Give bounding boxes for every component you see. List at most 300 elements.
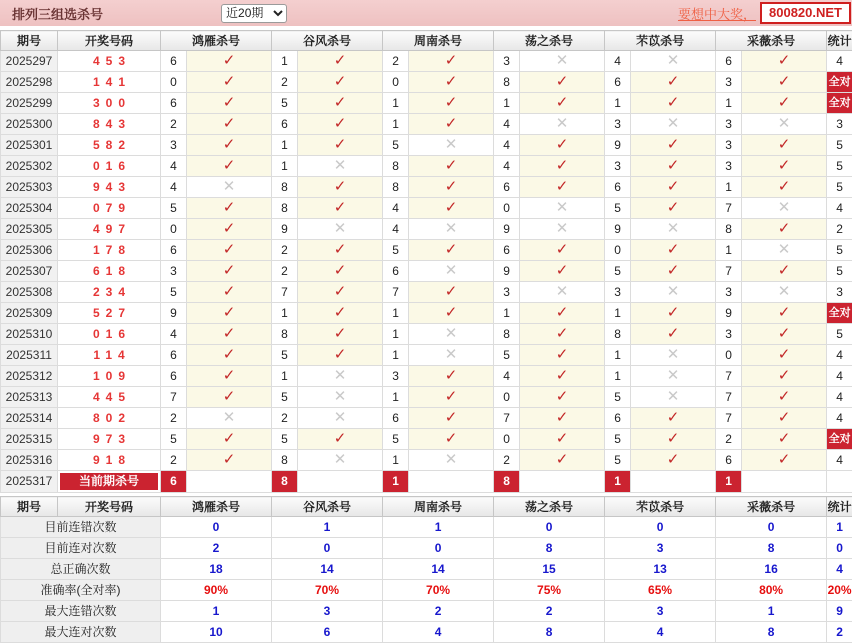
mark-cell [187, 198, 272, 219]
mark-cell [409, 324, 494, 345]
cross-icon: ✕ [667, 114, 680, 133]
check-icon: ✓ [556, 93, 569, 112]
check-icon: ✓ [223, 51, 236, 70]
check-icon: ✓ [223, 429, 236, 448]
mark-cell [409, 135, 494, 156]
kill-number-cell: 1 [605, 93, 631, 114]
kill-number-cell: 5 [383, 429, 409, 450]
check-icon: ✓ [667, 72, 680, 91]
check-icon: ✓ [223, 261, 236, 280]
kill-number-cell: 8 [272, 450, 298, 471]
mark-cell [520, 429, 605, 450]
summary-value: 80% [716, 580, 827, 601]
summary-row [1, 601, 852, 622]
col-header-stat: 统计 [827, 497, 852, 517]
kill-number-cell: 4 [494, 156, 520, 177]
cross-icon: ✕ [667, 282, 680, 301]
kill-number-cell: 9 [161, 303, 187, 324]
stat-cell: 4 [827, 450, 852, 471]
mark-cell [298, 51, 383, 72]
summary-value: 1 [383, 517, 494, 538]
mark-cell [409, 366, 494, 387]
kill-number-cell: 3 [716, 114, 742, 135]
check-icon: ✓ [445, 177, 458, 196]
mark-cell [298, 261, 383, 282]
summary-value: 0 [494, 517, 605, 538]
cross-icon: ✕ [556, 219, 569, 238]
summary-value: 3 [272, 601, 383, 622]
kill-number-cell: 6 [605, 72, 631, 93]
check-icon: ✓ [223, 198, 236, 217]
kill-number-cell: 1 [383, 345, 409, 366]
cross-icon: ✕ [556, 114, 569, 133]
check-icon: ✓ [223, 93, 236, 112]
kill-number-cell: 1 [383, 450, 409, 471]
kill-number-cell: 3 [716, 135, 742, 156]
summary-value: 8 [716, 622, 827, 643]
cross-icon: ✕ [556, 198, 569, 217]
check-icon: ✓ [556, 450, 569, 469]
stat-cell: 4 [827, 198, 852, 219]
mark-cell [187, 408, 272, 429]
kill-number-cell: 0 [494, 387, 520, 408]
check-icon: ✓ [334, 51, 347, 70]
kill-number-cell: 1 [383, 387, 409, 408]
check-icon: ✓ [556, 303, 569, 322]
period-cell: 2025297 [1, 51, 58, 72]
check-icon: ✓ [667, 429, 680, 448]
check-icon: ✓ [667, 261, 680, 280]
mark-cell [742, 303, 827, 324]
mark-cell [631, 93, 716, 114]
kill-number-cell: 0 [716, 345, 742, 366]
check-icon: ✓ [334, 93, 347, 112]
check-icon: ✓ [778, 303, 791, 322]
check-icon: ✓ [445, 387, 458, 406]
summary-label: 最大连对次数 [1, 622, 161, 643]
kill-number-cell: 6 [605, 177, 631, 198]
kill-number-cell: 7 [716, 261, 742, 282]
check-icon: ✓ [223, 135, 236, 154]
mark-cell [298, 93, 383, 114]
period-cell: 2025309 [1, 303, 58, 324]
cross-icon: ✕ [667, 366, 680, 385]
mark-cell [631, 282, 716, 303]
col-header-expert-4: 芣苡杀号 [605, 31, 716, 51]
mark-cell [520, 219, 605, 240]
kill-number-cell: 5 [605, 387, 631, 408]
summary-value: 3 [605, 538, 716, 559]
current-kill-number-cell: 6 [161, 471, 187, 493]
summary-value: 18 [161, 559, 272, 580]
check-icon: ✓ [334, 198, 347, 217]
kill-number-cell: 5 [272, 429, 298, 450]
kill-number-cell: 8 [716, 219, 742, 240]
summary-stat-value: 0 [827, 538, 852, 559]
mark-cell [520, 387, 605, 408]
table-row [1, 198, 852, 219]
period-cell: 2025314 [1, 408, 58, 429]
summary-row [1, 538, 852, 559]
all-correct-badge: 全对 [827, 429, 852, 450]
check-icon: ✓ [556, 240, 569, 259]
mark-cell [742, 471, 827, 493]
kill-number-cell: 7 [161, 387, 187, 408]
period-cell: 2025315 [1, 429, 58, 450]
mark-cell [187, 324, 272, 345]
summary-stat-value: 20% [827, 580, 852, 601]
mark-cell [742, 387, 827, 408]
all-correct-badge: 全对 [827, 303, 852, 324]
check-icon: ✓ [445, 93, 458, 112]
kill-number-cell: 8 [272, 198, 298, 219]
current-kill-number-cell: 8 [494, 471, 520, 493]
current-label-cell [58, 471, 161, 493]
period-cell: 2025304 [1, 198, 58, 219]
mark-cell [742, 51, 827, 72]
mark-cell [742, 114, 827, 135]
summary-label: 目前连错次数 [1, 517, 161, 538]
check-icon: ✓ [223, 219, 236, 238]
mark-cell [409, 261, 494, 282]
mark-cell [409, 72, 494, 93]
kill-number-cell: 6 [716, 450, 742, 471]
mark-cell [520, 324, 605, 345]
mark-cell [742, 324, 827, 345]
period-cell: 2025303 [1, 177, 58, 198]
check-icon: ✓ [223, 240, 236, 259]
kill-number-cell: 8 [383, 177, 409, 198]
check-icon: ✓ [667, 135, 680, 154]
check-icon: ✓ [223, 303, 236, 322]
table-row [1, 93, 852, 114]
draw-numbers-cell: 109 [58, 366, 161, 387]
kill-number-cell: 5 [605, 198, 631, 219]
check-icon: ✓ [556, 345, 569, 364]
kill-number-cell: 4 [494, 366, 520, 387]
kill-number-cell: 1 [605, 303, 631, 324]
col-header-expert-3: 荡之杀号 [494, 31, 605, 51]
mark-cell [187, 135, 272, 156]
current-kill-number-cell: 8 [272, 471, 298, 493]
mark-cell [298, 366, 383, 387]
period-range-select[interactable] [221, 4, 287, 23]
mark-cell [631, 429, 716, 450]
kill-number-cell: 1 [605, 345, 631, 366]
mark-cell [631, 177, 716, 198]
current-kill-badge: 当前期杀号 [60, 473, 158, 490]
check-icon: ✓ [556, 177, 569, 196]
table-row [1, 240, 852, 261]
check-icon: ✓ [778, 156, 791, 175]
col-header-expert-1: 谷风杀号 [272, 31, 383, 51]
kill-number-cell: 2 [716, 429, 742, 450]
kill-number-cell: 3 [605, 282, 631, 303]
summary-label: 最大连错次数 [1, 601, 161, 622]
mark-cell [520, 72, 605, 93]
cross-icon: ✕ [667, 387, 680, 406]
mark-cell [187, 366, 272, 387]
mark-cell [631, 198, 716, 219]
check-icon: ✓ [778, 177, 791, 196]
kill-number-cell: 6 [161, 51, 187, 72]
mark-cell [631, 366, 716, 387]
cross-icon: ✕ [445, 324, 458, 343]
kill-number-cell: 3 [605, 114, 631, 135]
period-cell: 2025311 [1, 345, 58, 366]
check-icon: ✓ [778, 345, 791, 364]
cross-icon: ✕ [445, 261, 458, 280]
mark-cell [631, 240, 716, 261]
summary-value: 13 [605, 559, 716, 580]
col-header-expert-4: 芣苡杀号 [605, 497, 716, 517]
mark-cell [298, 135, 383, 156]
mark-cell [631, 156, 716, 177]
check-icon: ✓ [445, 282, 458, 301]
check-icon: ✓ [334, 303, 347, 322]
mark-cell [520, 450, 605, 471]
mark-cell [409, 387, 494, 408]
kill-number-cell: 0 [383, 72, 409, 93]
cross-icon: ✕ [334, 156, 347, 175]
kill-number-table [0, 30, 852, 493]
kill-number-cell: 5 [272, 345, 298, 366]
stat-cell: 4 [827, 408, 852, 429]
cross-icon: ✕ [667, 219, 680, 238]
current-kill-number-cell: 1 [605, 471, 631, 493]
summary-value: 2 [161, 538, 272, 559]
mark-cell [298, 324, 383, 345]
kill-number-cell: 1 [383, 93, 409, 114]
stat-cell: 5 [827, 135, 852, 156]
cross-icon: ✕ [445, 135, 458, 154]
kill-number-cell: 2 [272, 72, 298, 93]
mark-cell [409, 219, 494, 240]
cross-icon: ✕ [223, 177, 236, 196]
mark-cell [409, 156, 494, 177]
draw-numbers-cell: 973 [58, 429, 161, 450]
kill-number-cell: 8 [383, 156, 409, 177]
summary-value: 65% [605, 580, 716, 601]
statistics-table [0, 496, 852, 643]
kill-number-cell: 9 [716, 303, 742, 324]
mark-cell [520, 471, 605, 493]
check-icon: ✓ [556, 429, 569, 448]
kill-number-cell: 1 [494, 303, 520, 324]
draw-numbers-cell: 497 [58, 219, 161, 240]
mark-cell [409, 471, 494, 493]
mark-cell [742, 450, 827, 471]
kill-number-cell: 5 [161, 282, 187, 303]
col-header-expert-2: 周南杀号 [383, 497, 494, 517]
mark-cell [187, 282, 272, 303]
kill-number-cell: 5 [383, 135, 409, 156]
kill-number-cell: 2 [161, 408, 187, 429]
table-row [1, 282, 852, 303]
mark-cell [631, 387, 716, 408]
check-icon: ✓ [667, 324, 680, 343]
mark-cell [520, 345, 605, 366]
stat-cell [827, 471, 852, 493]
mark-cell [298, 114, 383, 135]
mark-cell [298, 408, 383, 429]
check-icon: ✓ [667, 408, 680, 427]
stat-cell: 4 [827, 366, 852, 387]
mark-cell [631, 72, 716, 93]
stat-cell: 3 [827, 114, 852, 135]
mark-cell [298, 429, 383, 450]
mark-cell [409, 93, 494, 114]
mark-cell [187, 156, 272, 177]
mark-cell [409, 282, 494, 303]
stat-cell: 3 [827, 282, 852, 303]
mark-cell [187, 261, 272, 282]
kill-number-cell: 8 [605, 324, 631, 345]
mark-cell [409, 345, 494, 366]
draw-numbers-cell: 618 [58, 261, 161, 282]
table-row [1, 366, 852, 387]
kill-number-cell: 0 [161, 72, 187, 93]
mark-cell [742, 282, 827, 303]
period-cell: 2025306 [1, 240, 58, 261]
col-header-expert-5: 采薇杀号 [716, 497, 827, 517]
kill-number-cell: 7 [272, 282, 298, 303]
cross-icon: ✕ [334, 366, 347, 385]
summary-value: 0 [272, 538, 383, 559]
mark-cell [187, 471, 272, 493]
kill-number-cell: 3 [716, 282, 742, 303]
table-row [1, 408, 852, 429]
mark-cell [298, 72, 383, 93]
mark-cell [631, 219, 716, 240]
kill-number-cell: 6 [716, 51, 742, 72]
kill-number-cell: 9 [272, 219, 298, 240]
table-row [1, 51, 852, 72]
mark-cell [187, 51, 272, 72]
period-cell: 2025313 [1, 387, 58, 408]
mark-cell [187, 387, 272, 408]
mark-cell [742, 345, 827, 366]
check-icon: ✓ [334, 114, 347, 133]
mark-cell [520, 135, 605, 156]
table-row [1, 429, 852, 450]
kill-number-cell: 5 [161, 429, 187, 450]
kill-number-cell: 2 [161, 450, 187, 471]
period-cell: 2025301 [1, 135, 58, 156]
kill-number-cell: 5 [605, 429, 631, 450]
mark-cell [520, 198, 605, 219]
col-header-expert-5: 采薇杀号 [716, 31, 827, 51]
kill-number-cell: 0 [161, 219, 187, 240]
check-icon: ✓ [778, 450, 791, 469]
kill-number-cell: 1 [272, 366, 298, 387]
kill-number-cell: 0 [494, 198, 520, 219]
summary-value: 3 [605, 601, 716, 622]
summary-row [1, 517, 852, 538]
check-icon: ✓ [445, 240, 458, 259]
kill-number-cell: 5 [272, 93, 298, 114]
check-icon: ✓ [556, 408, 569, 427]
summary-value: 16 [716, 559, 827, 580]
cross-icon: ✕ [445, 450, 458, 469]
kill-number-cell: 2 [272, 240, 298, 261]
mark-cell [742, 408, 827, 429]
page-title: 排列三组选杀号 [0, 4, 103, 23]
draw-numbers-cell: 943 [58, 177, 161, 198]
mark-cell [742, 240, 827, 261]
table-row [1, 177, 852, 198]
header-row [1, 31, 852, 51]
draw-numbers-cell: 114 [58, 345, 161, 366]
col-header-expert-0: 鸿雁杀号 [161, 497, 272, 517]
all-correct-badge: 全对 [827, 72, 852, 93]
mark-cell [298, 345, 383, 366]
draw-numbers-cell: 141 [58, 72, 161, 93]
col-header-expert-0: 鸿雁杀号 [161, 31, 272, 51]
kill-number-cell: 9 [494, 219, 520, 240]
table-row [1, 450, 852, 471]
mark-cell [631, 51, 716, 72]
check-icon: ✓ [667, 93, 680, 112]
summary-value: 2 [383, 601, 494, 622]
summary-value: 75% [494, 580, 605, 601]
mark-cell [187, 303, 272, 324]
draw-numbers-cell: 016 [58, 324, 161, 345]
kill-number-cell: 4 [161, 177, 187, 198]
summary-stat-value: 4 [827, 559, 852, 580]
mark-cell [409, 303, 494, 324]
cross-icon: ✕ [556, 51, 569, 70]
cross-icon: ✕ [778, 198, 791, 217]
check-icon: ✓ [223, 324, 236, 343]
mark-cell [631, 450, 716, 471]
kill-number-cell: 6 [383, 408, 409, 429]
mark-cell [187, 93, 272, 114]
all-correct-badge: 全对 [827, 93, 852, 114]
col-header-period: 期号 [1, 31, 58, 51]
mark-cell [187, 429, 272, 450]
check-icon: ✓ [667, 240, 680, 259]
draw-numbers-cell: 178 [58, 240, 161, 261]
kill-number-cell: 1 [716, 240, 742, 261]
kill-number-cell: 5 [494, 345, 520, 366]
stat-cell: 2 [827, 219, 852, 240]
kill-number-cell: 4 [494, 114, 520, 135]
kill-number-cell: 5 [161, 198, 187, 219]
site-link-box[interactable]: 800820.NET [760, 2, 851, 24]
mark-cell [298, 177, 383, 198]
summary-value: 0 [716, 517, 827, 538]
summary-stat-value: 2 [827, 622, 852, 643]
mark-cell [409, 177, 494, 198]
mark-cell [298, 156, 383, 177]
kill-number-cell: 3 [494, 282, 520, 303]
summary-value: 2 [494, 601, 605, 622]
mark-cell [409, 450, 494, 471]
check-icon: ✓ [556, 366, 569, 385]
kill-number-cell: 7 [383, 282, 409, 303]
summary-value: 70% [383, 580, 494, 601]
check-icon: ✓ [556, 135, 569, 154]
mark-cell [298, 219, 383, 240]
promo-link[interactable]: 要想中大奖， [678, 4, 756, 23]
draw-numbers-cell: 802 [58, 408, 161, 429]
mark-cell [409, 408, 494, 429]
summary-value: 8 [494, 622, 605, 643]
col-header-period: 期号 [1, 497, 58, 517]
col-header-draw: 开奖号码 [58, 497, 161, 517]
kill-number-cell: 6 [494, 240, 520, 261]
